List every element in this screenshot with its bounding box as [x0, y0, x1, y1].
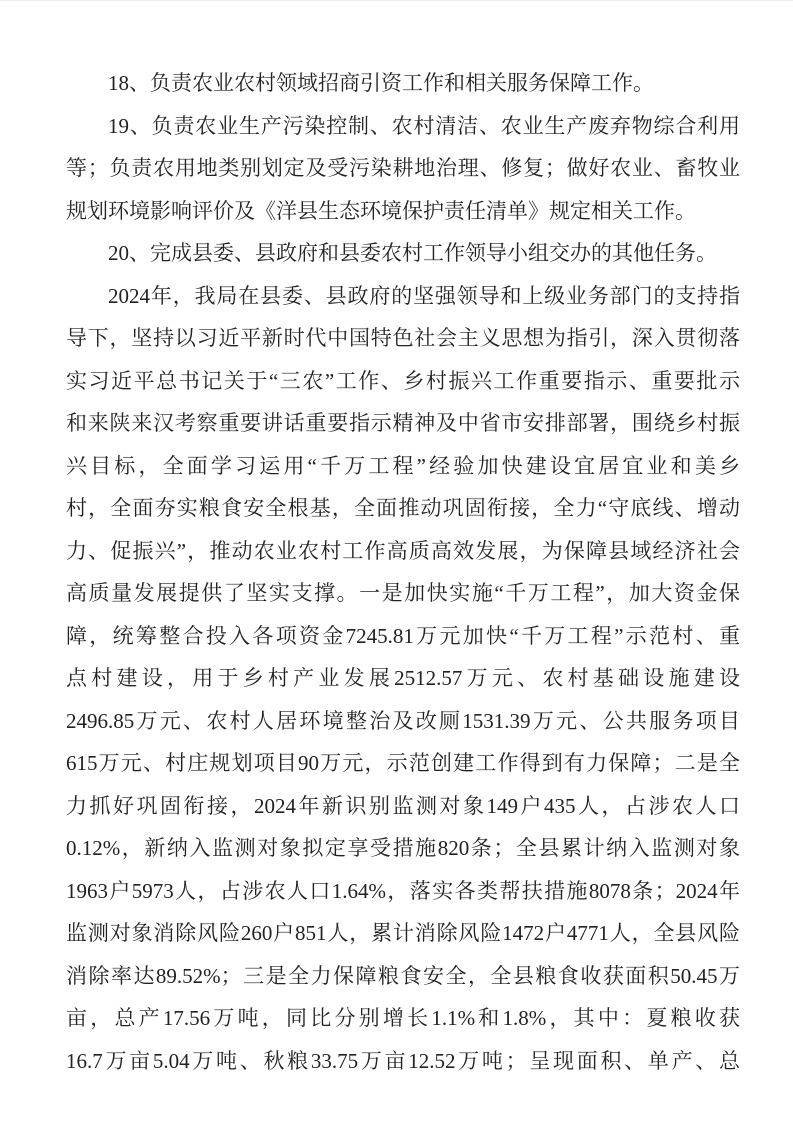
text-line: 兴目标，全面学习运用“千万工程”经验加快建设宜居宜业和美乡	[66, 453, 740, 478]
text-line: 18、负责农业农村领域招商引资工作和相关服务保障工作。	[108, 71, 654, 95]
text-line: 村，全面夯实粮食安全根基，全面推动巩固衔接，全力“守底线、增动	[66, 496, 740, 520]
text-line: 高质量发展提供了坚实支撑。一是加快实施“千万工程”，加大资金保	[66, 581, 740, 605]
text-line: 20、完成县委、县政府和县委农村工作领导小组交办的其他任务。	[108, 241, 717, 265]
text-line: 亩，总产17.56万吨，同比分别增长1.1%和1.8%，其中：夏粮收获	[66, 1006, 740, 1030]
text-line: 和来陕来汉考察重要讲话重要指示精神及中省市安排部署，围绕乡村振	[66, 411, 740, 435]
text-line: 1963户5973人，占涉农人口1.64%，落实各类帮扶措施8078条；2024年	[66, 878, 740, 903]
text-line: 规划环境影响评价及《洋县生态环境保护责任清单》规定相关工作。	[66, 198, 696, 223]
text-line: 等；负责农用地类别划定及受污染耕地治理、修复；做好农业、畜牧业	[66, 156, 740, 180]
text-line: 16.7万亩5.04万吨、秋粮33.75万亩12.52万吨；呈现面积、单产、总	[66, 1048, 740, 1073]
text-line: 力抓好巩固衔接，2024年新识别监测对象149户435人，占涉农人口	[66, 793, 740, 818]
text-line: 点村建设，用于乡村产业发展2512.57万元、农村基础设施建设	[66, 666, 740, 690]
text-line: 实习近平总书记关于“三农”工作、乡村振兴工作重要指示、重要批示	[66, 368, 740, 393]
text-line: 615万元、村庄规划项目90万元，示范创建工作得到有力保障；二是全	[66, 751, 740, 775]
text-line: 监测对象消除风险260户851人，累计消除风险1472户4771人，全县风险	[66, 921, 740, 945]
text-line: 障，统筹整合投入各项资金7245.81万元加快“千万工程”示范村、重	[66, 623, 740, 648]
text-line: 2024年，我局在县委、县政府的坚强领导和上级业务部门的支持指	[108, 283, 740, 308]
text-line: 消除率达89.52%；三是全力保障粮食安全，全县粮食收获面积50.45万	[66, 963, 740, 988]
document-text-block	[66, 62, 740, 1082]
text-line: 导下，坚持以习近平新时代中国特色社会主义思想为指引，深入贯彻落	[66, 326, 740, 350]
text-line: 2496.85万元、农村人居环境整治及改厕1531.39万元、公共服务项目	[66, 708, 740, 733]
text-line: 19、负责农业生产污染控制、农村清洁、农业生产废弃物综合利用	[108, 113, 740, 138]
text-line: 力、促振兴”，推动农业农村工作高质高效发展，为保障县域经济社会	[66, 538, 740, 563]
text-line: 0.12%，新纳入监测对象拟定享受措施820条；全县累计纳入监测对象	[66, 836, 740, 860]
